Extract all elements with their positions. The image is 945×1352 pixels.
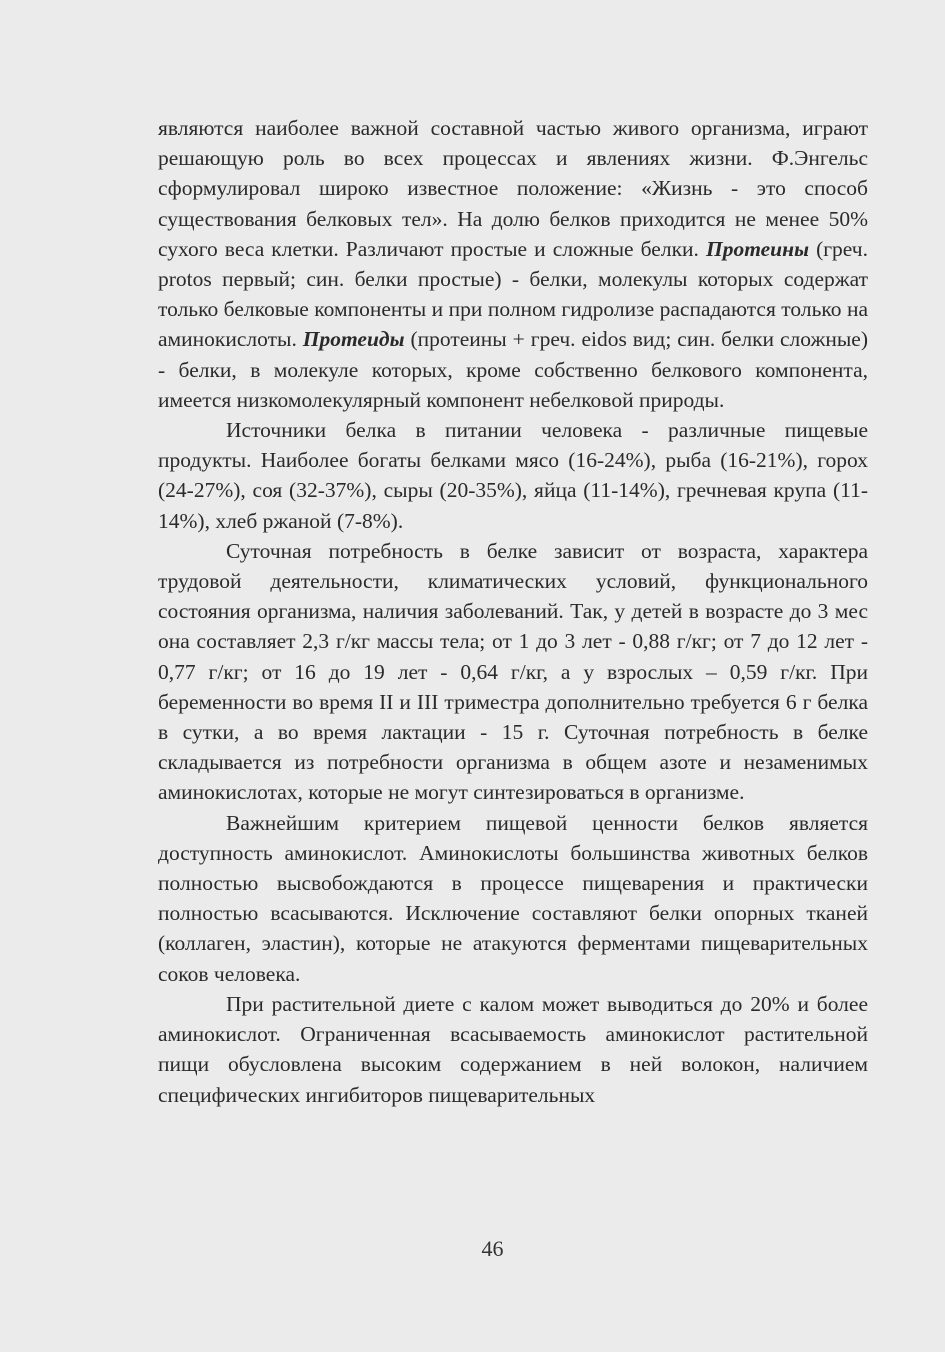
body-text xyxy=(158,113,868,1110)
term-highlight: Протеины xyxy=(705,236,809,261)
paragraph xyxy=(158,808,868,989)
paragraph xyxy=(158,536,868,808)
paragraph xyxy=(158,415,868,536)
paragraph xyxy=(158,113,868,415)
term-highlight: Протеиды xyxy=(302,327,405,352)
text-run: Суточная потребность в белке зависит от возраста, характера трудовой деятельности, климатических условий, функционального состояния организма, наличия заболеваний. Так, у детей в возрасте до 3 мес она составляет 2,3 г/кг массы тела; от 1 до 3 лет - 0,88 г/кг; от 7 до 12 лет - 0,77 г/кг; от 16 до 19 лет - 0,64 г/кг, а у взрослых – 0,59 г/кг. При беременности во время II и III триместра дополнительно требуется 6 г белка в сутки, а во время лактации - 15 г. Суточная потребность в белке складывается из потребности организма в общем азоте и незаменимых аминокислотах, которые не могут синтезироваться в организме. xyxy=(158,538,868,805)
page-number: 46 xyxy=(481,1236,504,1261)
text-run: Важнейшим критерием пищевой ценности белков является доступность аминокислот. Аминокислоты большинства животных белков полностью высвобождаются в процессе пищеварения и практически полностью всасываются. Исключение составляют белки опорных тканей (коллаген, эластин), которые не атакуются ферментами пищеварительных соков человека. xyxy=(158,810,868,986)
text-run: (протеины + греч. eidos вид; син. белки сложные) - белки, в молекуле которых, кроме собственно белкового компонента, имеется низкомолекулярный компонент небелковой природы. xyxy=(158,327,868,412)
paragraph xyxy=(158,989,868,1110)
text-run: При растительной диете с калом может выводиться до 20% и более аминокислот. Ограниченная всасываемость аминокислот растительной пищи обусловлена высоким содержанием в ней волокон, наличием специфических ингибиторов пищеварительных xyxy=(158,991,868,1107)
text-run: (греч. protos первый; син. белки простые) - белки, молекулы которых содержат только белковые компоненты и при полном гидролизе распадаются только на аминокислоты. xyxy=(158,236,868,352)
text-run: являются наиболее важной составной частью живого организма, играют решающую роль во всех процессах и явлениях жизни. Ф.Энгельс сформулировал широко известное положение: «Жизнь - это способ существования белковых тел». На долю белков приходится не менее 50% сухого веса клетки. Различают простые и сложные белки. xyxy=(158,116,868,261)
text-run: Источники белка в питании человека - различные пищевые продукты. Наиболее богаты белками мясо (16-24%), рыба (16-21%), горох (24-27%), соя (32-37%), сыры (20-35%), яйца (11-14%), гречневая крупа (11-14%), хлеб ржаной (7-8%). xyxy=(158,418,868,533)
